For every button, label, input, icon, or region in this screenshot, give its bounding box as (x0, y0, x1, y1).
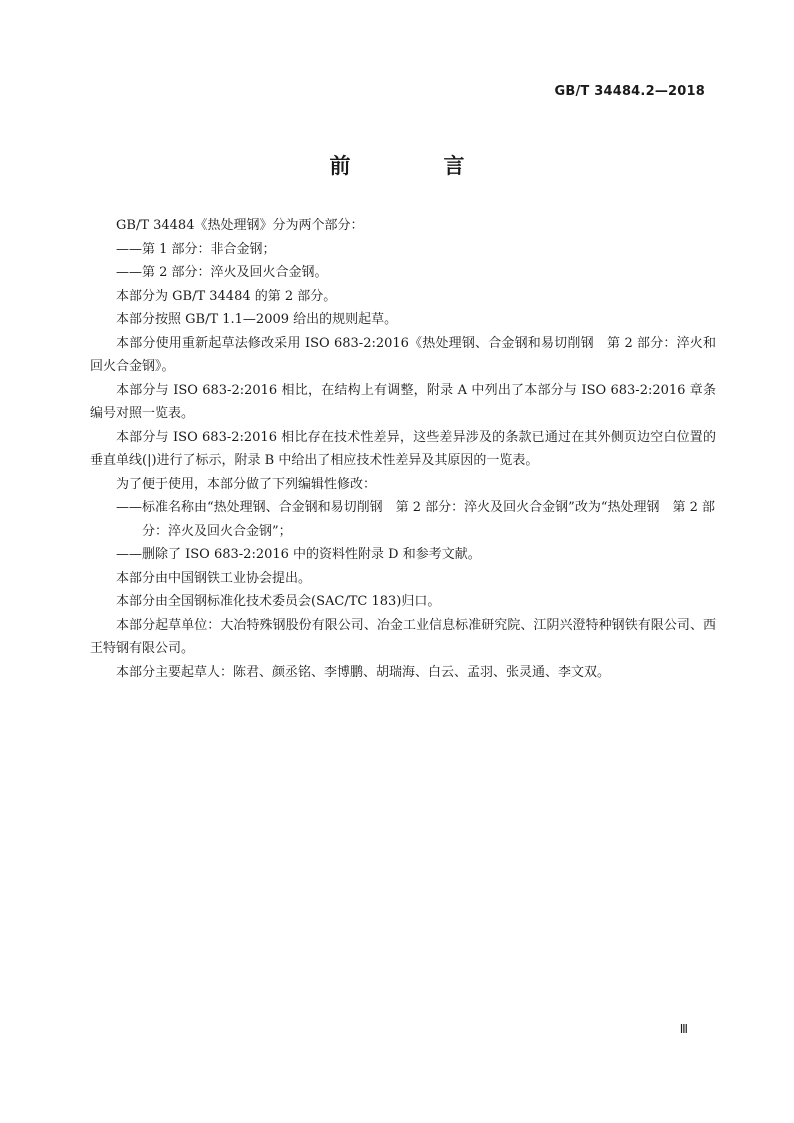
page-title: 前 言 (329, 153, 501, 178)
paragraph: 本部分为 GB/T 34484 的第 2 部分。 (116, 288, 337, 304)
list-item (116, 261, 716, 285)
dash-mark: —— (116, 500, 142, 515)
paragraph: GB/T 34484《热处理钢》分为两个部分： (116, 218, 364, 233)
paragraph: 本部分与 ISO 683-2:2016 相比，在结构上有调整，附录 A 中列出了本部分与 ISO 683-2:2016 章条编号对照一览表。 (90, 382, 716, 421)
list-item-text: 删除了 ISO 683-2:2016 中的资料性附录 D 和参考文献。 (142, 547, 481, 562)
dash-mark: —— (116, 547, 142, 562)
paragraph: 本部分使用重新起草法修改采用 ISO 683-2:2016《热处理钢、合金钢和易切削钢 第 2 部分：淬火和回火合金钢》。 (90, 335, 716, 374)
paragraph: 为了便于使用，本部分做了下列编辑性修改： (116, 476, 377, 492)
dash-mark: —— (116, 265, 142, 280)
paragraph: 本部分由全国钢标准化技术委员会(SAC/TC 183)归口。 (116, 594, 441, 609)
list-item-text: 第 1 部分：非合金钢； (142, 241, 276, 257)
foreword-body (90, 214, 716, 684)
paragraph: 本部分主要起草人：陈君、颜丞铭、李博鹏、胡瑞海、白云、孟羽、张灵通、李文双。 (116, 664, 611, 680)
standard-code: GB/T 34484.2—2018 (554, 84, 705, 99)
paragraph: 本部分起草单位：大冶特殊钢股份有限公司、冶金工业信息标准研究院、江阴兴澄特种钢铁有限公司、西王特钢有限公司。 (90, 617, 716, 656)
dash-mark: —— (116, 241, 142, 257)
list-item (116, 543, 716, 567)
list-item-text: 第 2 部分：淬火及回火合金钢。 (142, 265, 328, 280)
list-item (116, 496, 716, 543)
paragraph: 本部分由中国钢铁工业协会提出。 (116, 570, 312, 586)
page-number: Ⅲ (679, 1022, 688, 1036)
list-item-text: 标准名称由“热处理钢、合金钢和易切削钢 第 2 部分：淬火及回火合金钢”改为“热处理钢 第 2 部分：淬火及回火合金钢”； (142, 500, 716, 539)
list-item (116, 238, 716, 262)
paragraph: 本部分与 ISO 683-2:2016 相比存在技术性差异，这些差异涉及的条款已通过在其外侧页边空白位置的垂直单线(|)进行了标示，附录 B 中给出了相应技术性差异及其原因的一览表。 (90, 429, 716, 468)
paragraph: 本部分按照 GB/T 1.1—2009 给出的规则起草。 (116, 312, 398, 327)
